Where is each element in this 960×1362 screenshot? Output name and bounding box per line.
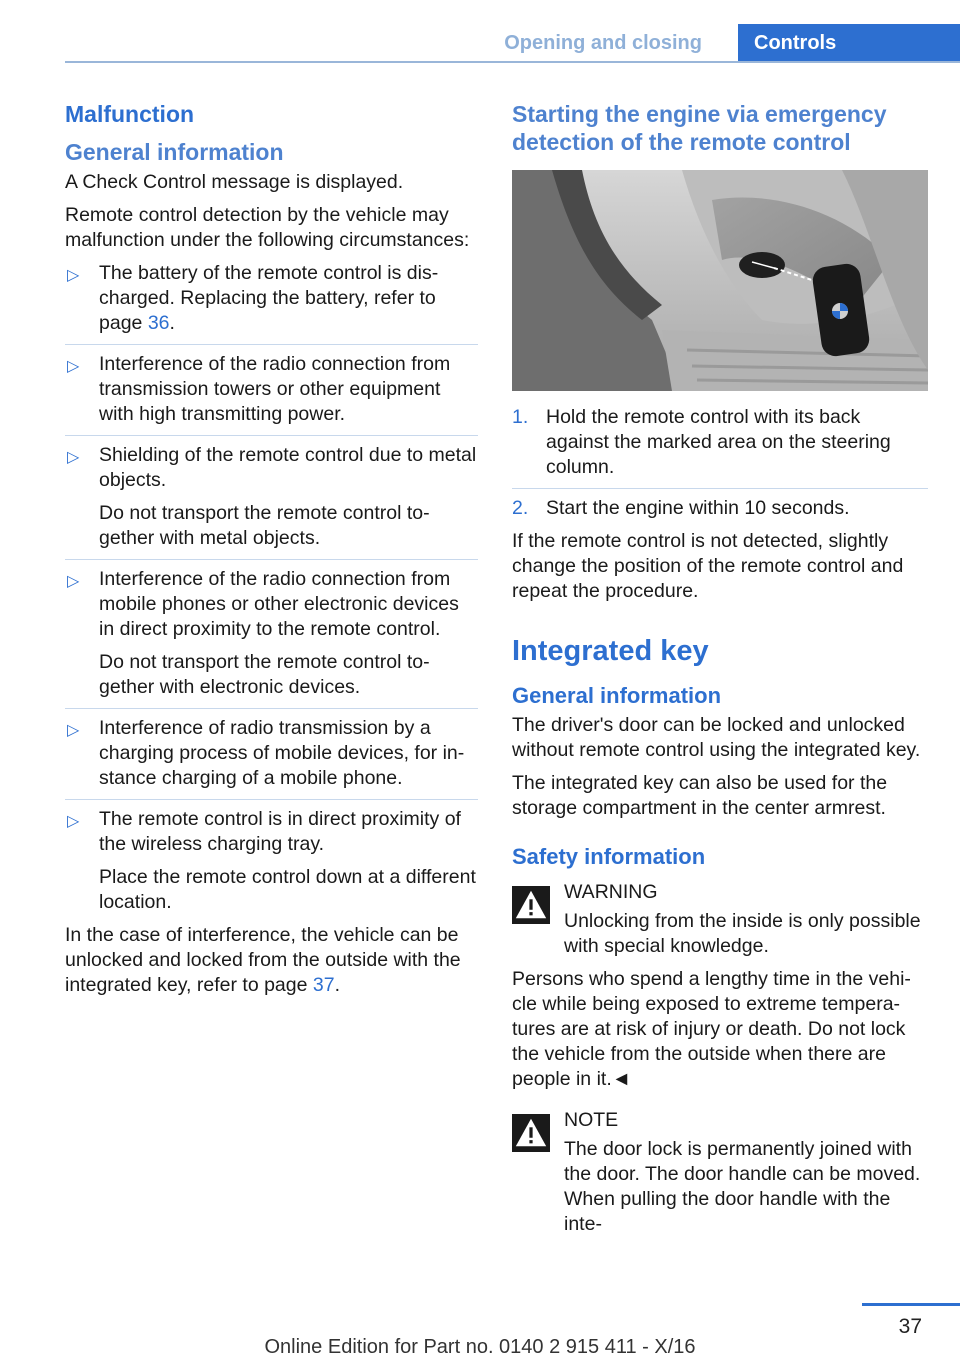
steering-column-illustration: [512, 170, 928, 391]
heading-integrated-key: Integrated key: [512, 635, 709, 667]
list-item: ▷ Interference of the radio connection from mobile phones or other electronic devices in direct proximity to the remote control. Do not transport the remote control together with electronic devices.: [65, 567, 478, 709]
header-section-title: Opening and closing: [504, 32, 702, 54]
paragraph-interference: In the case of interference, the vehicle can be unlocked and locked from the outside with the integrated key, refer to page 37.: [65, 924, 461, 996]
list-item: ▷ Shielding of the remote control due to metal objects. Do not transport the remote control together with metal objects.: [65, 443, 478, 560]
note-text: The door lock is permanently joined with the door. The door handle can be moved. When pulling the door handle with the inte-: [564, 1138, 921, 1235]
heading-safety-information: Safety information: [512, 844, 706, 869]
divider: [65, 559, 478, 560]
header-tab-controls[interactable]: Controls: [738, 24, 960, 62]
divider: [65, 344, 478, 345]
warning-box: [512, 880, 928, 959]
page-link-36[interactable]: 36: [147, 312, 170, 334]
paragraph-storage-compartment: The integrated key can also be used for the storage compartment in the center armrest.: [512, 772, 888, 819]
start-engine-steps: [512, 405, 928, 521]
triangle-right-icon: ▷: [67, 722, 80, 739]
paragraph-not-detected: If the remote control is not detected, slightly change the position of the remote control and repeat the procedure.: [512, 530, 904, 602]
note-label: NOTE: [564, 1109, 619, 1131]
divider: [65, 708, 478, 709]
triangle-right-icon: ▷: [67, 267, 80, 284]
paragraph-driver-door: The driver's door can be locked and unlocked without remote control using the integrated key.: [512, 714, 921, 761]
divider: [512, 488, 928, 489]
list-item: 2. Start the engine within 10 seconds.: [512, 497, 850, 519]
page-number: 37: [898, 1315, 922, 1338]
list-item: ▷ Interference of the radio connection from transmission towers or other equipment with high transmitting power.: [65, 352, 478, 436]
paragraph-detection: Remote control detection by the vehicle may malfunction under the following circumstances:: [65, 204, 470, 251]
divider: [65, 799, 478, 800]
right-column: [512, 100, 928, 1245]
malfunction-bullet-list: [65, 261, 478, 915]
heading-starting-engine: Starting the engine via emergency detection of the remote control: [512, 101, 887, 155]
triangle-right-icon: ▷: [67, 449, 80, 466]
warning-text: Unlocking from the inside is only possible with special knowledge.: [564, 910, 921, 957]
left-column: [65, 100, 478, 1006]
triangle-right-icon: ▷: [67, 358, 80, 375]
warning-triangle-icon: [512, 886, 550, 924]
triangle-right-icon: ▷: [67, 813, 80, 830]
steering-column-photo: [512, 170, 928, 391]
warning-triangle-icon: [512, 1114, 550, 1152]
heading-general-information: General information: [65, 139, 284, 165]
list-item: 1. Hold the remote control with its back against the marked area on the steering column.: [512, 405, 928, 489]
header-divider: [65, 61, 960, 63]
triangle-right-icon: ▷: [67, 573, 80, 590]
list-item: ▷ The remote control is in direct proximity of the wireless charging tray. Place the remote control down at a different location.: [67, 808, 476, 913]
heading-malfunction: Malfunction: [65, 101, 195, 127]
list-item: ▷ The battery of the remote control is discharged. Replacing the battery, refer to page 36.: [65, 261, 478, 345]
note-box: [512, 1108, 928, 1237]
warning-label: WARNING: [564, 881, 658, 903]
paragraph-check-control: A Check Control message is displayed.: [65, 171, 404, 193]
list-item: ▷ Interference of radio transmission by a charging process of mobile devices, for instance charging of a mobile phone.: [65, 716, 478, 800]
divider: [65, 435, 478, 436]
heading-general-information-2: General information: [512, 683, 722, 708]
paragraph-persons: Persons who spend a lengthy time in the vehicle while being exposed to extreme temperatures are at risk of injury or death. Do not lock the vehicle from the outside when there are people in it.◄: [512, 968, 911, 1090]
footer-divider: [862, 1303, 960, 1306]
footer-edition: Online Edition for Part no. 0140 2 915 411 - X/16: [264, 1336, 696, 1358]
page-link-37[interactable]: 37: [312, 974, 335, 996]
